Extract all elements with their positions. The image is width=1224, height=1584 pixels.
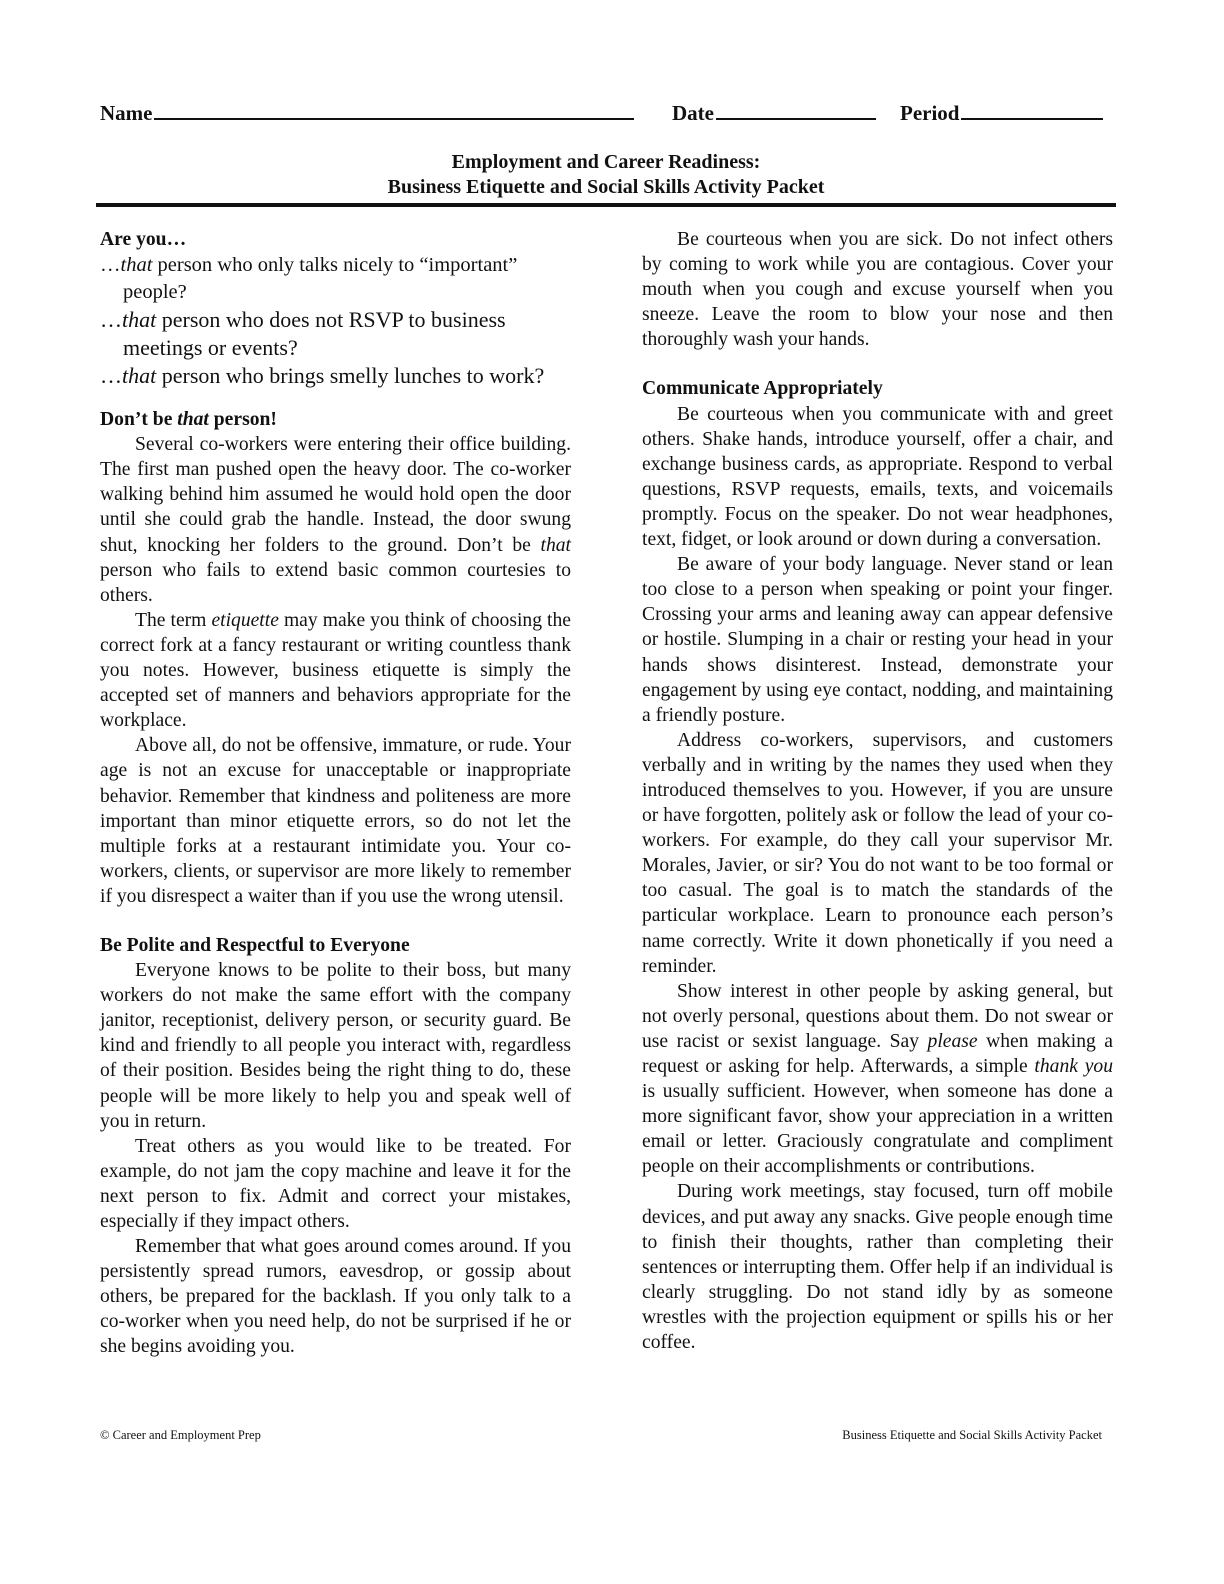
paragraph: Show interest in other people by asking general, but not overly personal, questions about them. Do not swear or use racist or sexist language. Say please when making a request or asking for help. Afterwards, a simple thank you is usually sufficient. However, when someone has done a more significant favor, show your appreciation in a written email or letter. Graciously congratulate and compliment people on their accomplishments or contributions. [642,980,1114,1178]
paragraph: Treat others as you would like to be treated. For example, do not jam the copy machine and leave it for the next person to fix. Admit and correct your mistakes, especially if they impact others. [100,1135,571,1232]
paragraph: Above all, do not be offensive, immature, or rude. Your age is not an excuse for unacceptable or inappropriate behavior. Remember that kindness and politeness are more important than minor etiquette errors, so do not let the multiple forks at a restaurant intimidate you. Your co-workers, clients, or supervisor are more likely to remember if you disrespect a waiter than if you use the wrong utensil. [100,735,571,907]
period-field[interactable] [900,98,1103,126]
date-label: Date [672,101,714,125]
footer-packet-title: Business Etiquette and Social Skills Activity Packet [842,1428,1102,1442]
paragraph: Everyone knows to be polite to their boss, but many workers do not make the same effort with the company janitor, receptionist, delivery person, or security guard. Be kind and friendly to all people you interact with, regardless of their position. Besides being the right thing to do, these people will be more likely to help you and speak well of you in return. [100,960,571,1132]
title-divider [96,203,1116,207]
title-line-2: Business Etiquette and Social Skills Activity Packet [387,176,825,198]
name-blank[interactable] [154,98,634,120]
name-label: Name [100,101,153,125]
section-heading-communicate: Communicate Appropriately [642,378,883,400]
period-blank[interactable] [961,98,1103,120]
student-info-row [100,98,1110,128]
paragraph: Be courteous when you communicate with and greet others. Shake hands, introduce yourself, offer a chair, and exchange business cards, as appropriate. Respond to verbal questions, RSVP requests, emails, texts, and voicemails promptly. Focus on the speaker. Do not wear headphones, text, fidget, or look around or down during a conversation. [642,403,1113,551]
paragraph: Be aware of your body language. Never stand or lean too close to a person when speaking or point your finger. Crossing your arms and leaning away can appear defensive or hostile. Slumping in a chair or resting your head in your hands shows disinterest. Instead, demonstrate your engagement by using eye contact, nodding, and maintaining a friendly posture. [642,554,1113,726]
paragraph: Several co-workers were entering their office building. The first man pushed open the heavy door. The co-worker walking behind him assumed he would hold open the door until she could grab the handle. Instead, the door swung shut, knocking her folders to the ground. Don’t be that person who fails to extend basic common courtesies to others. [100,434,571,606]
paragraph: The term etiquette may make you think of choosing the correct fork at a fancy restaurant or writing countless thank you notes. However, business etiquette is simply the accepted set of manners and behaviors appropriate for the workplace. [100,609,571,732]
question-2: …that person who does not RSVP to business meetings or events? [100,307,506,361]
question-3: …that person who brings smelly lunches to work? [100,363,545,389]
right-column [642,227,1113,1355]
title-line-1: Employment and Career Readiness: [451,151,761,173]
paragraph: Remember that what goes around comes around. If you persistently spread rumors, eavesdrop, or gossip about others, be prepared for the backlash. If you only talk to a co-worker when you need help, do not be surprised if he or she begins avoiding you. [100,1236,571,1358]
document-title [96,150,1116,200]
spacer [642,352,1113,376]
left-column [100,227,571,1360]
date-blank[interactable] [716,98,876,120]
section-heading-dont-be: Don’t be that person! [100,409,277,431]
paragraph: During work meetings, stay focused, turn off mobile devices, and put away any snacks. Give people enough time to finish their thoughts, rather than completing their sentences or interrupting them. Offer help if an individual is clearly struggling. Do not stand idly by as someone wrestles with the projection equipment or spills his or her coffee. [642,1181,1113,1354]
paragraph: Address co-workers, supervisors, and customers verbally and in writing by the names they used when they introduced themselves to you. However, if you are unsure or have forgotten, politely ask or follow the lead of your co-workers. For example, do they call your supervisor Mr. Morales, Javier, or sir? You do not want to be too formal or too casual. The goal is to match the standards of the particular workplace. Learn to pronounce each person’s name correctly. Write it down phonetically if you need a reminder. [642,729,1113,977]
spacer [100,909,571,933]
period-label: Period [900,101,960,125]
section-heading-be-polite: Be Polite and Respectful to Everyone [100,934,410,956]
spacer [100,390,571,407]
date-field[interactable] [672,98,876,126]
intro-heading: Are you… [100,229,187,250]
name-field[interactable] [100,98,634,126]
footer-copyright: © Career and Employment Prep [100,1428,261,1442]
question-1: …that person who only talks nicely to “important” people? [100,254,518,304]
paragraph: Be courteous when you are sick. Do not infect others by coming to work while you are contagious. Cover your mouth when you cough and excuse yourself when you sneeze. Leave the room to blow your nose and then thoroughly wash your hands. [642,229,1113,351]
